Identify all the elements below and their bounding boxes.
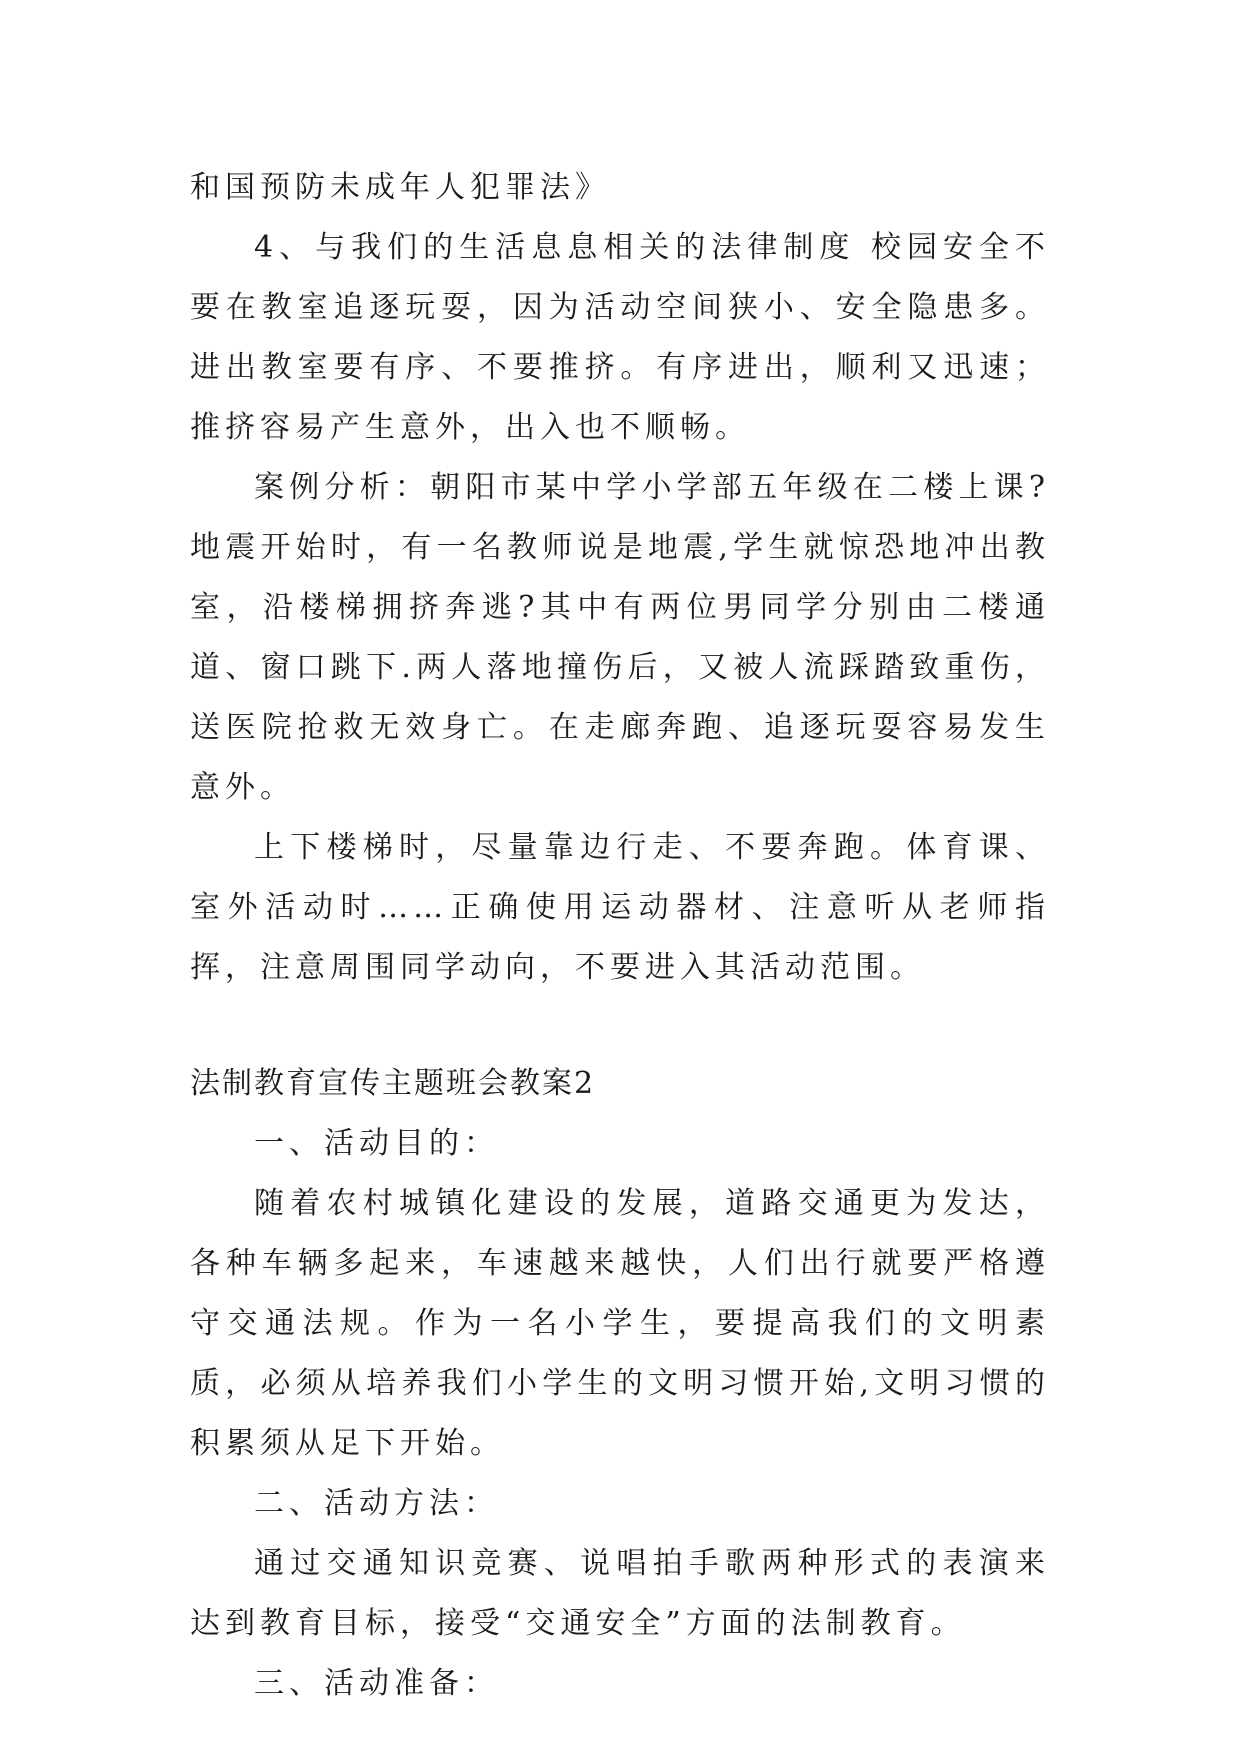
heading-activity-method: 二、活动方法：: [254, 1486, 499, 1521]
heading-activity-preparation: 三、活动准备：: [254, 1666, 499, 1701]
heading-activity-purpose: 一、活动目的：: [254, 1126, 499, 1161]
paragraph-activity-purpose: 随着农村城镇化建设的发展，道路交通更为发达，各种车辆多起来，车速越来越快，人们出行就要严格遵守交通法规。作为一名小学生，要提高我们的文明素质，必须从培养我们小学生的文明习惯开始,文明习惯的积累须从足下开始。: [190, 1186, 1050, 1461]
continued-line: 和国预防未成年人犯罪法》: [190, 170, 610, 205]
paragraph-school-safety: 4、与我们的生活息息相关的法律制度 校园安全不要在教室追逐玩耍，因为活动空间狭小、安全隐患多。进出教室要有序、不要推挤。有序进出，顺利又迅速；推挤容易产生意外，出入也不顺畅。: [190, 230, 1050, 445]
paragraph-case-analysis: 案例分析：朝阳市某中学小学部五年级在二楼上课?地震开始时，有一名教师说是地震,学生就惊恐地冲出教室，沿楼梯拥挤奔逃?其中有两位男同学分别由二楼通道、窗口跳下.两人落地撞伤后，又被人流踩踏致重伤，送医院抢救无效身亡。在走廊奔跑、追逐玩耍容易发生意外。: [190, 470, 1050, 805]
document-body: [190, 158, 1050, 1714]
section-title: 法制教育宣传主题班会教案2: [190, 1066, 596, 1101]
paragraph-stairs-safety: 上下楼梯时，尽量靠边行走、不要奔跑。体育课、室外活动时……正确使用运动器材、注意听从老师指挥，注意周围同学动向，不要进入其活动范围。: [190, 830, 1050, 985]
paragraph-activity-method: 通过交通知识竞赛、说唱拍手歌两种形式的表演来达到教育目标，接受“交通安全”方面的法制教育。: [190, 1546, 1050, 1641]
